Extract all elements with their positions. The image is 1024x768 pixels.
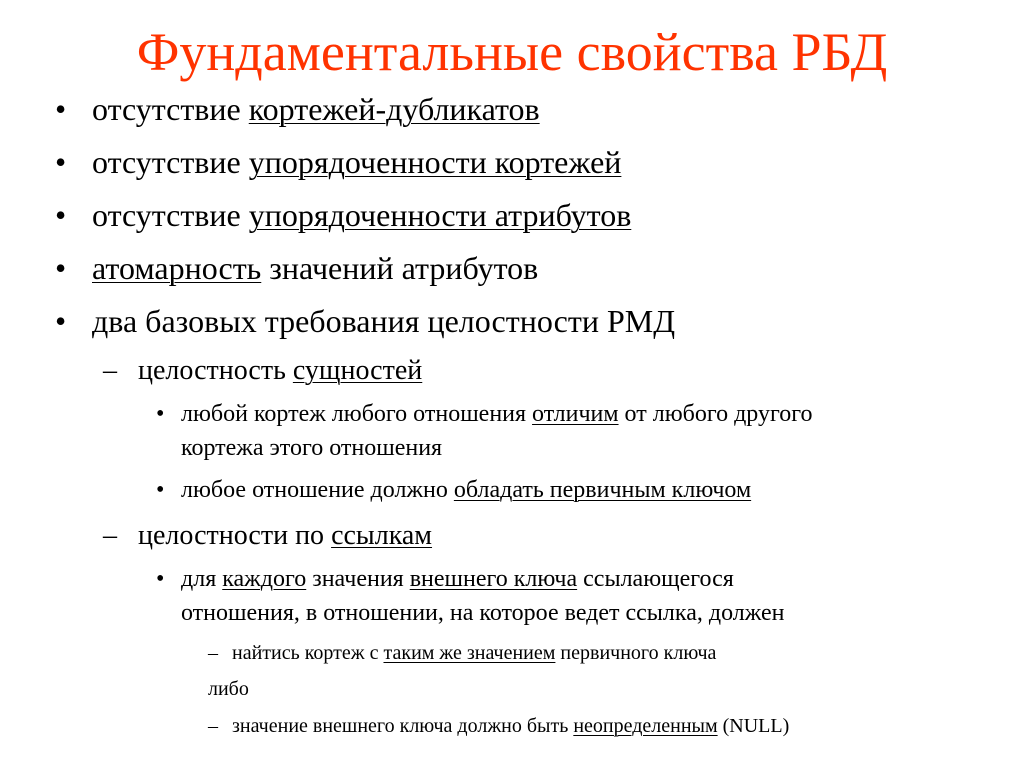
bullet-text: значений атрибутов	[261, 250, 539, 286]
or-text: либо	[208, 678, 249, 700]
dash-marker: –	[208, 715, 218, 737]
bullet-item-no-tuple-order	[92, 142, 621, 182]
option-null-foreign-key	[232, 713, 789, 739]
rule-continuation: кортежа этого отношения	[181, 435, 443, 461]
bullet-item-no-attribute-order	[92, 195, 631, 235]
rule-text: ссылающегося	[577, 566, 734, 592]
sub-item-referential-integrity	[138, 519, 432, 553]
dash-marker: –	[103, 355, 117, 386]
underlined-term: внешнего ключа	[409, 566, 578, 592]
underlined-term: неопределенным	[573, 715, 718, 737]
dash-marker: –	[103, 520, 117, 551]
bullet-marker: •	[55, 303, 67, 339]
bullet-marker: •	[156, 566, 165, 592]
rule-tuple-distinguishable	[181, 399, 812, 429]
option-text: первичного ключа	[555, 642, 717, 664]
underlined-term: отличим	[532, 401, 619, 427]
bullet-text: отсутствие	[92, 144, 249, 180]
underlined-term: обладать первичным ключом	[453, 477, 752, 503]
option-text: значение внешнего ключа должно быть	[232, 715, 574, 737]
rule-foreign-key	[181, 564, 734, 594]
option-text: (NULL)	[717, 715, 790, 737]
bullet-item-no-duplicate-tuples	[92, 89, 540, 129]
rule-primary-key	[181, 475, 751, 505]
rule-text: для	[181, 566, 223, 592]
bullet-marker: •	[156, 477, 165, 503]
underlined-term: ссылкам	[331, 520, 433, 551]
option-matching-primary-key	[232, 640, 716, 666]
dash-marker: –	[208, 642, 218, 664]
underlined-term: атомарность	[92, 250, 262, 286]
bullet-item-integrity-requirements: два базовых требования целостности РМД	[92, 303, 676, 339]
bullet-marker: •	[55, 144, 67, 180]
rule-text: любое отношение должно	[181, 477, 454, 503]
bullet-marker: •	[55, 197, 67, 233]
bullet-item-atomicity	[92, 248, 538, 288]
option-text: найтись кортеж с	[232, 642, 384, 664]
underlined-term: каждого	[222, 566, 307, 592]
sub-item-entity-integrity	[138, 354, 422, 388]
underlined-term: упорядоченности кортежей	[248, 144, 622, 180]
sub-item-text: целостность	[138, 355, 293, 386]
sub-item-text: целостности по	[138, 520, 332, 551]
underlined-term: сущностей	[292, 355, 423, 386]
rule-text: любой кортеж любого отношения	[181, 401, 533, 427]
slide-title: Фундаментальные свойства РБД	[136, 22, 888, 82]
underlined-term: упорядоченности атрибутов	[248, 197, 632, 233]
bullet-marker: •	[55, 91, 67, 127]
underlined-term: кортежей-дубликатов	[248, 91, 540, 127]
underlined-term: таким же значением	[383, 642, 556, 664]
rule-text: значения	[306, 566, 410, 592]
bullet-text: отсутствие	[92, 91, 249, 127]
bullet-marker: •	[55, 250, 67, 286]
bullet-text: отсутствие	[92, 197, 249, 233]
rule-continuation: отношения, в отношении, на которое ведет ссылка, должен	[181, 600, 785, 626]
rule-text: от любого другого	[618, 401, 813, 427]
bullet-marker: •	[156, 401, 165, 427]
